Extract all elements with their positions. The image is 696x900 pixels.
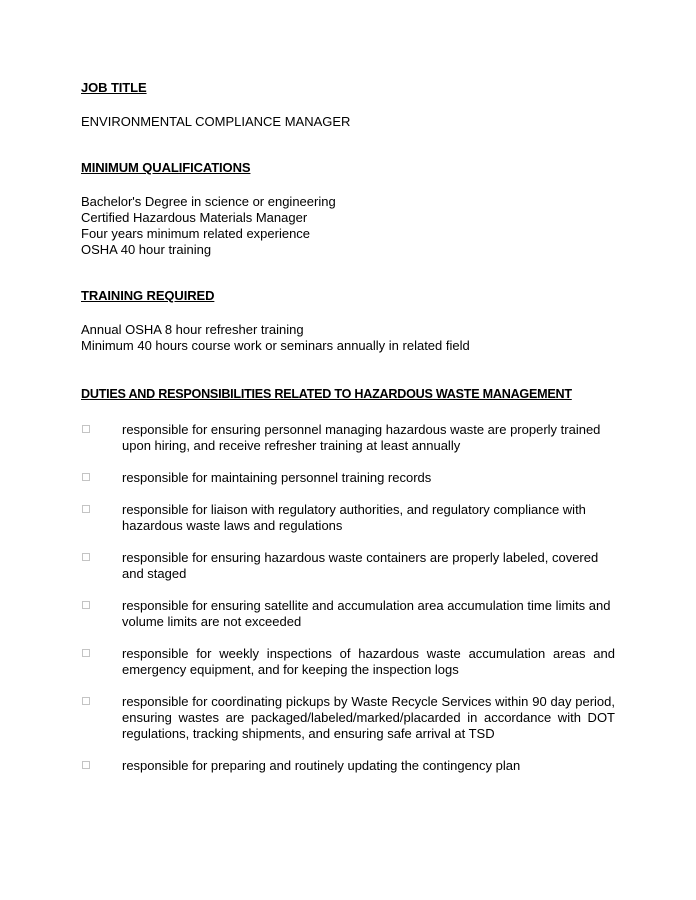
body-line: Four years minimum related experience: [81, 226, 311, 241]
list-item: [81, 422, 615, 454]
list-item-text: responsible for weekly inspections of hazardous waste accumulation areas and emergency equipment, and for keeping the inspection logs: [122, 646, 615, 677]
body-line: Minimum 40 hours course work or seminars annually in related field: [81, 338, 470, 353]
section-spacer: [81, 258, 615, 288]
list-item-text: responsible for liaison with regulatory authorities, and regulatory compliance with hazardous waste laws and regulations: [122, 502, 586, 533]
list-item: [81, 694, 615, 742]
document-body: [81, 80, 615, 774]
section-content-minimum-qualifications: [81, 194, 615, 258]
list-item-text: responsible for ensuring hazardous waste containers are properly labeled, covered and staged: [122, 550, 599, 581]
list-item: [81, 758, 615, 774]
section-heading-training-required: TRAINING REQUIRED: [81, 288, 215, 303]
list-item: [81, 646, 615, 678]
empty-square-icon: [82, 505, 90, 513]
list-item: [81, 470, 615, 486]
body-line: Annual OSHA 8 hour refresher training: [81, 322, 304, 337]
empty-square-icon: [82, 697, 90, 705]
list-item-text: responsible for coordinating pickups by Waste Recycle Services within 90 day period, ensuring wastes are packaged/labeled/marked/placarded in accordance with DOT regulations, tracking shipments, and ensuring safe arrival at TSD: [122, 694, 615, 741]
list-item: [81, 502, 615, 534]
empty-square-icon: [82, 761, 90, 769]
section-content-training-required: [81, 322, 615, 354]
empty-square-icon: [82, 553, 90, 561]
list-item: [81, 550, 615, 582]
section-spacer: [81, 130, 615, 160]
list-item: [81, 598, 615, 630]
section-heading-duties: DUTIES AND RESPONSIBILITIES RELATED TO HAZARDOUS WASTE MANAGEMENT: [81, 387, 572, 401]
list-item-text: responsible for preparing and routinely updating the contingency plan: [122, 758, 521, 773]
list-item-text: responsible for ensuring personnel managing hazardous waste are properly trained upon hiring, and receive refresher training at least annually: [122, 422, 601, 453]
list-item-text: responsible for maintaining personnel training records: [122, 470, 432, 485]
body-line: Bachelor's Degree in science or engineering: [81, 194, 336, 209]
body-line: ENVIRONMENTAL COMPLIANCE MANAGER: [81, 114, 351, 129]
empty-square-icon: [82, 425, 90, 433]
body-line: Certified Hazardous Materials Manager: [81, 210, 308, 225]
empty-square-icon: [82, 649, 90, 657]
empty-square-icon: [82, 473, 90, 481]
section-heading-minimum-qualifications: MINIMUM QUALIFICATIONS: [81, 160, 251, 175]
list-item-text: responsible for ensuring satellite and accumulation area accumulation time limits and volume limits are not exceeded: [122, 598, 611, 629]
section-content-job-title: [81, 114, 615, 130]
empty-square-icon: [82, 601, 90, 609]
section-heading-job-title: JOB TITLE: [81, 80, 147, 95]
duties-list: [81, 422, 615, 774]
section-spacer: [81, 354, 615, 386]
body-line: OSHA 40 hour training: [81, 242, 212, 257]
